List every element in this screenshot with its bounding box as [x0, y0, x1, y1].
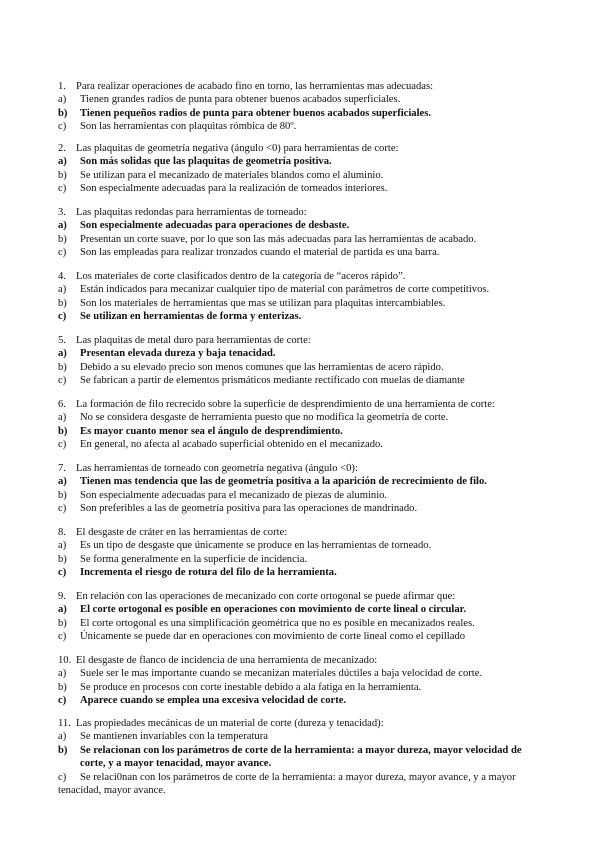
question-1 — [58, 80, 576, 134]
answer-label: c) — [58, 121, 67, 133]
answer-text: Se utilizan para el mecanizado de materiales blandos como el aluminio. — [80, 169, 384, 181]
answer-continuation: tenacidad, mayor avance. — [58, 785, 166, 797]
question-number: 4. — [58, 271, 66, 282]
answer-text: Se relaci0nan con los parámetros de corte de la herramienta: a mayor dureza, mayor avance, y a mayor — [80, 771, 516, 783]
answer-label: b) — [58, 553, 67, 565]
answer-label: a) — [58, 668, 67, 680]
question-7 — [58, 462, 576, 516]
question-text: Los materiales de corte clasificados dentro de la categoría de “aceros rápido”. — [76, 271, 406, 282]
question-text: Las herramientas de torneado con geometría negativa (ángulo <0): — [76, 463, 358, 474]
answer-label: c) — [58, 247, 67, 259]
correct-answer-text: Son más solidas que las plaquitas de geometría positiva. — [80, 156, 332, 168]
answer-label: c) — [58, 439, 67, 451]
answer-label: c) — [58, 631, 67, 643]
question-number: 7. — [58, 463, 66, 474]
question-number: 5. — [58, 335, 66, 346]
question-number: 2. — [58, 143, 66, 154]
answer-label: c) — [58, 503, 67, 515]
question-text: Las plaquitas redondas para herramientas de torneado: — [76, 207, 307, 218]
question-number: 8. — [58, 527, 66, 538]
question-8 — [58, 526, 576, 580]
question-6 — [58, 398, 576, 452]
question-number: 6. — [58, 399, 66, 410]
correct-answer-text: Incrementa el riesgo de rotura del filo de la herramienta. — [80, 567, 337, 579]
answer-text: Se fabrican a partir de elementos prismáticos mediante rectificado con muelas de diamante — [80, 375, 465, 387]
answer-label: b) — [58, 744, 68, 756]
answer-text: Son las herramientas con plaquitas rómbica de 80º. — [80, 121, 297, 133]
answer-label: c) — [58, 311, 67, 323]
question-number: 1. — [58, 81, 66, 92]
question-text: El desgaste de flanco de incidencia de una herramienta de mecanizado: — [76, 655, 378, 666]
question-number: 9. — [58, 591, 66, 602]
answer-label: a) — [58, 540, 67, 552]
answer-label: a) — [58, 731, 67, 743]
answer-label: b) — [58, 489, 67, 501]
answer-text: Se mantienen invariables con la temperatura — [80, 731, 268, 743]
question-text: Las propiedades mecánicas de un material de corte (dureza y tenacidad): — [76, 718, 384, 729]
question-text: Para realizar operaciones de acabado fino en torno, las herramientas mas adecuadas: — [76, 81, 434, 92]
answer-label: b) — [58, 169, 67, 181]
answer-text: Se forma generalmente en la superficie de incidencia. — [80, 553, 308, 565]
answer-text: Están indicados para mecanizar cualquier tipo de material con parámetros de corte competitivos. — [80, 284, 490, 296]
answer-label: a) — [58, 412, 67, 424]
answer-label: a) — [58, 284, 67, 296]
question-11 — [58, 717, 576, 797]
answer-label: a) — [58, 348, 67, 360]
question-text: Las plaquitas de geometría negativa (ángulo <0) para herramientas de corte: — [76, 143, 399, 154]
answer-text: Son especialmente adecuadas para la realización de torneados interiores. — [80, 183, 388, 195]
answer-label: a) — [58, 156, 67, 168]
question-number: 10. — [58, 655, 72, 666]
answer-label: c) — [58, 375, 67, 387]
answer-label: c) — [58, 695, 67, 707]
answer-text: No se considera desgaste de herramienta puesto que no modifica la geometría de corte. — [80, 412, 449, 424]
answer-label: c) — [58, 183, 67, 195]
answer-label: b) — [58, 425, 68, 437]
answer-text: Suele ser le mas importante cuando se mecanizan materiales dúctiles a baja velocidad de corte. — [80, 668, 483, 680]
answer-text: Son los materiales de herramientas que mas se utilizan para plaquitas intercambiables. — [80, 297, 446, 309]
answer-label: a) — [58, 94, 67, 106]
answer-text: Tienen grandes radios de punta para obtener buenos acabados superficiales. — [80, 94, 401, 106]
correct-answer-text: Presentan elevada dureza y baja tenacidad. — [80, 348, 276, 360]
correct-answer-continuation: corte, y a mayor tenacidad, mayor avance. — [80, 758, 272, 770]
question-number: 3. — [58, 207, 66, 218]
answer-label: c) — [58, 771, 67, 783]
answer-text: Son preferibles a las de geometría positiva para las operaciones de mandrinado. — [80, 503, 418, 515]
question-text: En relación con las operaciones de mecanizado con corte ortogonal se puede afirmar que: — [76, 591, 456, 602]
question-4 — [58, 270, 576, 324]
correct-answer-text: Tienen pequeños radios de punta para obtener buenos acabados superficiales. — [80, 107, 432, 119]
correct-answer-text: El corte ortogonal es posible en operaciones con movimiento de corte lineal o circular. — [80, 604, 467, 616]
answer-text: Es un tipo de desgaste que únicamente se produce en las herramientas de torneado. — [80, 540, 432, 552]
correct-answer-text: Aparece cuando se emplea una excesiva velocidad de corte. — [80, 695, 347, 707]
answer-label: b) — [58, 681, 67, 693]
answer-label: a) — [58, 476, 67, 488]
correct-answer-text: Tienen mas tendencia que las de geometría positiva a la aparición de recrecimiento de filo. — [80, 476, 487, 488]
answer-text: Debido a su elevado precio son menos comunes que las herramientas de acero rápido. — [80, 361, 444, 373]
question-9 — [58, 590, 576, 644]
correct-answer-text: Se utilizan en herramientas de forma y enterizas. — [80, 311, 302, 323]
answer-label: b) — [58, 107, 68, 119]
answer-text: En general, no afecta al acabado superficial obtenido en el mecanizado. — [80, 439, 383, 451]
question-10 — [58, 654, 576, 708]
question-text: La formación de filo recrecido sobre la superficie de desprendimiento de una herramienta de corte: — [76, 399, 495, 410]
answer-label: a) — [58, 220, 67, 232]
answer-label: b) — [58, 233, 67, 245]
question-2 — [58, 142, 576, 196]
answer-text: Se produce en procesos con corte inestable debido a ala fatiga en la herramienta. — [80, 681, 422, 693]
answer-text: Presentan un corte suave, por lo que son las más adecuadas para las herramientas de acabado. — [80, 233, 477, 245]
answer-label: b) — [58, 297, 67, 309]
correct-answer-text: Son especialmente adecuadas para operaciones de desbaste. — [80, 220, 350, 232]
answer-text: Son especialmente adecuadas para el mecanizado de piezas de aluminio. — [80, 489, 388, 501]
answer-text: Únicamente se puede dar en operaciones con movimiento de corte lineal como el cepillado — [80, 631, 466, 643]
question-text: Las plaquitas de metal duro para herramientas de corte: — [76, 335, 311, 346]
question-3 — [58, 206, 576, 260]
correct-answer-text: Es mayor cuanto menor sea el ángulo de desprendimiento. — [80, 425, 343, 437]
correct-answer-text: Se relacionan con los parámetros de corte de la herramienta: a mayor dureza, mayor velocidad de — [80, 744, 522, 756]
answer-label: c) — [58, 567, 67, 579]
answer-label: a) — [58, 604, 67, 616]
answer-label: b) — [58, 617, 67, 629]
answer-text: El corte ortogonal es una simplificación geométrica que no es posible en mecanizados reales. — [80, 617, 475, 629]
answer-label: b) — [58, 361, 67, 373]
question-text: El desgaste de cráter en las herramientas de corte: — [76, 527, 288, 538]
answer-text: Son las empleadas para realizar tronzados cuando el material de partida es una barra. — [80, 247, 440, 259]
question-number: 11. — [58, 718, 71, 729]
question-5 — [58, 334, 576, 388]
